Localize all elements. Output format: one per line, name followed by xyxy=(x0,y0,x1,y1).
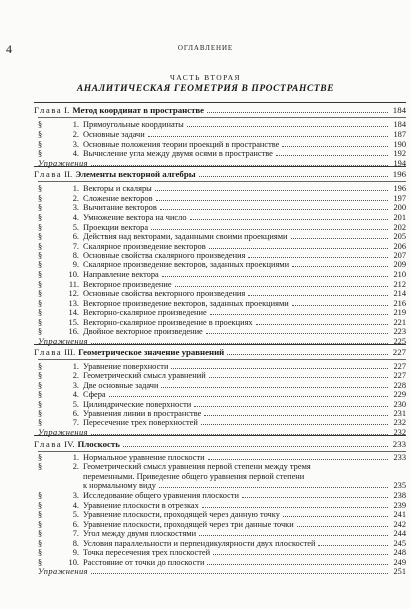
dot-leader xyxy=(248,257,388,258)
section-page: 248 xyxy=(393,548,406,557)
chapter-title: Элементы векторной алгебры xyxy=(75,169,196,179)
section-title: Расстояние от точки до плоскости xyxy=(83,558,205,567)
section-page: 205 xyxy=(393,232,406,241)
section-page: 229 xyxy=(393,390,406,399)
section-title: Угол между двумя плоскостями xyxy=(83,529,197,538)
section-page: 196 xyxy=(393,184,406,193)
section-page: 241 xyxy=(393,510,406,519)
section-sign: § xyxy=(38,289,43,298)
section-title: Уравнения линии в пространстве xyxy=(83,409,202,418)
chapter-page: 227 xyxy=(392,347,406,357)
section-title: Уравнение плоскости в отрезках xyxy=(83,501,199,510)
section-page: 201 xyxy=(393,213,406,222)
section-page: 212 xyxy=(393,280,406,289)
section-sign: § xyxy=(38,539,43,548)
section-number: 1. xyxy=(72,120,79,129)
dot-leader xyxy=(151,229,388,230)
section-page: 239 xyxy=(393,501,406,510)
section-sign: § xyxy=(38,194,43,203)
section-sign: § xyxy=(38,184,43,193)
section-number: 10. xyxy=(68,270,79,279)
dot-leader xyxy=(318,545,388,546)
section-sign: § xyxy=(38,390,43,399)
dot-leader xyxy=(256,324,388,325)
divider xyxy=(34,435,406,436)
dot-leader xyxy=(209,248,388,249)
section-number: 5. xyxy=(72,510,79,519)
chapter-page: 196 xyxy=(392,169,406,179)
section-title: Сложение векторов xyxy=(83,194,153,203)
section-sign: § xyxy=(38,381,43,390)
section-title: Уравнение плоскости, проходящей через три данные точки xyxy=(83,520,294,529)
exercises-entry xyxy=(38,566,406,577)
section-title: Точка пересечения трех плоскостей xyxy=(83,548,211,557)
dot-leader xyxy=(242,497,388,498)
section-page: 244 xyxy=(393,529,406,538)
chapter-label: Глава xyxy=(34,169,63,179)
section-title: Пересечение трех поверхностей xyxy=(83,418,198,427)
section-number: 15. xyxy=(68,318,79,327)
section-page: 214 xyxy=(393,289,406,298)
section-title: Векторно-скалярное произведение в проекциях xyxy=(83,318,253,327)
section-title: Векторно-скалярное произведение xyxy=(83,308,207,317)
divider xyxy=(38,117,406,118)
section-page: 235 xyxy=(393,481,406,490)
dot-leader xyxy=(276,155,388,156)
section-number: 3. xyxy=(72,140,79,149)
section-page: 249 xyxy=(393,558,406,567)
section-number: 14. xyxy=(68,308,79,317)
section-title: Скалярное произведение векторов xyxy=(83,242,206,251)
section-page: 221 xyxy=(393,318,406,327)
section-number: 12. xyxy=(68,289,79,298)
section-page: 238 xyxy=(393,491,406,500)
section-title: Скалярное произведение векторов, заданных проекциями xyxy=(83,260,290,269)
section-number: 8. xyxy=(72,539,79,548)
chapter-title: Метод координат в пространстве xyxy=(72,105,205,115)
section-number: 13. xyxy=(68,299,79,308)
section-title: Две основные задачи xyxy=(83,381,159,390)
section-number: 6. xyxy=(72,409,79,418)
section-sign: § xyxy=(38,510,43,519)
section-sign: § xyxy=(38,149,43,158)
dot-leader xyxy=(291,238,389,239)
section-sign: § xyxy=(38,308,43,317)
section-title: Уравнение поверхности xyxy=(83,362,169,371)
section-page: 231 xyxy=(393,409,406,418)
divider xyxy=(38,181,406,182)
section-page: 232 xyxy=(393,418,406,427)
section-title: Основные свойства скалярного произведения xyxy=(83,251,246,260)
dot-leader xyxy=(159,487,388,488)
chapter-number: II. xyxy=(64,169,73,179)
section-title: Уравнение плоскости, проходящей через данную точку xyxy=(83,510,280,519)
section-title: Исследование общего уравнения плоскости xyxy=(83,491,240,500)
dot-leader xyxy=(209,377,388,378)
section-sign: § xyxy=(38,318,43,327)
section-title: Векторное произведение векторов, заданных проекциями xyxy=(83,299,289,308)
divider xyxy=(34,102,406,103)
chapter-page: 233 xyxy=(392,439,406,449)
section-sign: § xyxy=(38,409,43,418)
section-page: 228 xyxy=(393,381,406,390)
chapter-label: Глава xyxy=(34,105,63,115)
dot-leader xyxy=(297,526,388,527)
section-number: 2. xyxy=(72,194,79,203)
chapter-number: III. xyxy=(64,347,76,357)
section-sign: § xyxy=(38,501,43,510)
section-sign: § xyxy=(38,327,43,336)
section-number: 2. xyxy=(72,130,79,139)
dot-leader xyxy=(292,305,388,306)
section-page: 192 xyxy=(393,149,406,158)
section-sign: § xyxy=(38,548,43,557)
section-sign: § xyxy=(38,213,43,222)
section-sign: § xyxy=(38,520,43,529)
chapter-heading xyxy=(34,105,406,116)
section-number: 1. xyxy=(72,184,79,193)
section-page: 233 xyxy=(393,453,406,462)
section-sign: § xyxy=(38,453,43,462)
chapter-page: 184 xyxy=(392,105,406,115)
exercises-entry xyxy=(38,336,406,347)
part-label: ЧАСТЬ ВТОРАЯ xyxy=(170,73,241,82)
section-page: 184 xyxy=(393,120,406,129)
section-number: 3. xyxy=(72,491,79,500)
section-page: 200 xyxy=(393,203,406,212)
section-sign: § xyxy=(38,299,43,308)
section-sign: § xyxy=(38,529,43,538)
section-title: Основные положения теории проекций в пространстве xyxy=(83,140,280,149)
section-title: Нормальное уравнение плоскости xyxy=(83,453,205,462)
section-title: Векторное произведение xyxy=(83,280,172,289)
dot-leader xyxy=(109,396,388,397)
section-sign: § xyxy=(38,400,43,409)
divider xyxy=(38,359,406,360)
section-page: 227 xyxy=(393,371,406,380)
dot-leader xyxy=(156,200,388,201)
exercises-page: 225 xyxy=(393,337,406,346)
chapter-number: IV. xyxy=(64,439,75,449)
section-sign: § xyxy=(38,130,43,139)
section-sign: § xyxy=(38,232,43,241)
section-number: 4. xyxy=(72,390,79,399)
section-number: 6. xyxy=(72,520,79,529)
chapter-title: Геометрическое значение уравнений xyxy=(78,347,225,357)
section-page: 242 xyxy=(393,520,406,529)
chapter-heading xyxy=(34,347,406,358)
section-sign: § xyxy=(38,242,43,251)
section-number: 9. xyxy=(72,548,79,557)
section-page: 210 xyxy=(393,270,406,279)
dot-leader xyxy=(202,507,388,508)
section-title: Геометрический смысл уравнений xyxy=(83,371,206,380)
dot-leader xyxy=(282,146,388,147)
dot-leader xyxy=(248,295,388,296)
chapter-title: Плоскость xyxy=(77,439,120,449)
section-number: 1. xyxy=(72,453,79,462)
section-page: 190 xyxy=(393,140,406,149)
section-sign: § xyxy=(38,418,43,427)
dot-leader xyxy=(204,415,388,416)
exercises-entry xyxy=(38,427,406,438)
section-number: 4. xyxy=(72,213,79,222)
chapter-heading xyxy=(34,169,406,180)
dot-leader xyxy=(161,387,388,388)
section-sign: § xyxy=(38,120,43,129)
section-page: 223 xyxy=(393,327,406,336)
section-number: 3. xyxy=(72,203,79,212)
exercises-page: 194 xyxy=(393,159,406,168)
exercises-label: Упражнения xyxy=(38,567,88,576)
exercises-entry xyxy=(38,158,406,169)
section-sign: § xyxy=(38,280,43,289)
section-page: 245 xyxy=(393,539,406,548)
dot-leader xyxy=(123,446,388,447)
dot-leader xyxy=(213,554,388,555)
part-title: АНАЛИТИЧЕСКАЯ ГЕОМЕТРИЯ В ПРОСТРАНСТВЕ xyxy=(76,84,335,94)
section-number: 4. xyxy=(72,149,79,158)
section-title: Направление вектора xyxy=(83,270,159,279)
section-title: Цилиндрические поверхности xyxy=(83,400,192,409)
section-title: Прямоугольные координаты xyxy=(83,120,184,129)
dot-leader xyxy=(292,266,388,267)
section-number: 2. xyxy=(72,462,79,471)
section-title: Умножение вектора на число xyxy=(83,213,187,222)
section-number: 11. xyxy=(68,280,79,289)
exercises-label: Упражнения xyxy=(38,337,88,346)
dot-leader xyxy=(283,516,388,517)
dot-leader xyxy=(187,126,388,127)
section-title: Проекции вектора xyxy=(83,223,149,232)
section-sign: § xyxy=(38,462,43,471)
section-sign: § xyxy=(38,203,43,212)
section-title: Вычисление угла между двумя осями в пространстве xyxy=(83,149,273,158)
section-page: 227 xyxy=(393,362,406,371)
dot-leader xyxy=(148,136,388,137)
chapter-heading xyxy=(34,439,406,450)
section-title: Основные задачи xyxy=(83,130,145,139)
dot-leader xyxy=(208,459,388,460)
section-number: 2. xyxy=(72,371,79,380)
section-sign: § xyxy=(38,371,43,380)
section-page: 216 xyxy=(393,299,406,308)
dot-leader xyxy=(175,286,388,287)
section-title: Вычитание векторов xyxy=(83,203,157,212)
section-title: Основные свойства векторного произведения xyxy=(83,289,246,298)
section-page: 197 xyxy=(393,194,406,203)
chapter-label: Глава xyxy=(34,347,63,357)
chapter-label: Глава xyxy=(34,439,63,449)
exercises-label: Упражнения xyxy=(38,159,88,168)
section-sign: § xyxy=(38,223,43,232)
chapter-number: I. xyxy=(64,105,70,115)
dot-leader xyxy=(207,564,388,565)
section-number: 7. xyxy=(72,529,79,538)
section-sign: § xyxy=(38,362,43,371)
page-number: 4 xyxy=(6,42,12,56)
section-page: 219 xyxy=(393,308,406,317)
section-sign: § xyxy=(38,558,43,567)
section-sign: § xyxy=(38,140,43,149)
section-title: Векторы и скаляры xyxy=(83,184,152,193)
section-number: 9. xyxy=(72,260,79,269)
section-number: 16. xyxy=(68,327,79,336)
section-page: 230 xyxy=(393,400,406,409)
dot-leader xyxy=(171,368,388,369)
dot-leader xyxy=(190,219,388,220)
dot-leader xyxy=(155,190,388,191)
section-sign: § xyxy=(38,491,43,500)
exercises-page: 251 xyxy=(393,567,406,576)
exercises-page: 232 xyxy=(393,428,406,437)
section-title: Двойное векторное произведение xyxy=(83,327,203,336)
section-number: 5. xyxy=(72,400,79,409)
dot-leader xyxy=(206,333,388,334)
dot-leader xyxy=(227,354,388,355)
dot-leader xyxy=(207,112,388,113)
section-number: 6. xyxy=(72,232,79,241)
continuation-text: к нормальному виду xyxy=(83,481,156,490)
exercises-label: Упражнения xyxy=(38,428,88,437)
section-title: Сфера xyxy=(83,390,106,399)
section-number: 5. xyxy=(72,223,79,232)
section-number: 4. xyxy=(72,501,79,510)
section-title: Условия параллельности и перпендикулярности двух плоскостей xyxy=(83,539,316,548)
section-title: Действия над векторами, заданными своими проекциями xyxy=(83,232,288,241)
section-page: 202 xyxy=(393,223,406,232)
dot-leader xyxy=(160,209,388,210)
divider xyxy=(34,166,406,167)
dot-leader xyxy=(194,406,388,407)
section-number: 1. xyxy=(72,362,79,371)
section-number: 8. xyxy=(72,251,79,260)
section-page: 206 xyxy=(393,242,406,251)
section-sign: § xyxy=(38,270,43,279)
section-number: 7. xyxy=(72,242,79,251)
dot-leader xyxy=(91,573,388,574)
section-sign: § xyxy=(38,260,43,269)
section-page: 209 xyxy=(393,260,406,269)
divider xyxy=(34,344,406,345)
section-number: 3. xyxy=(72,381,79,390)
continuation-text: переменными. Приведение общего уравнения первой степени xyxy=(83,472,305,481)
dot-leader xyxy=(199,535,388,536)
section-sign: § xyxy=(38,251,43,260)
running-head: ОГЛАВЛЕНИЕ xyxy=(177,44,234,52)
section-number: 7. xyxy=(72,418,79,427)
dot-leader xyxy=(199,176,388,177)
dot-leader xyxy=(201,424,388,425)
section-title: Геометрический смысл уравнения первой степени между тремя xyxy=(83,462,311,471)
dot-leader xyxy=(210,314,388,315)
section-page: 207 xyxy=(393,251,406,260)
section-number: 10. xyxy=(68,558,79,567)
section-page: 187 xyxy=(393,130,406,139)
dot-leader xyxy=(162,276,388,277)
